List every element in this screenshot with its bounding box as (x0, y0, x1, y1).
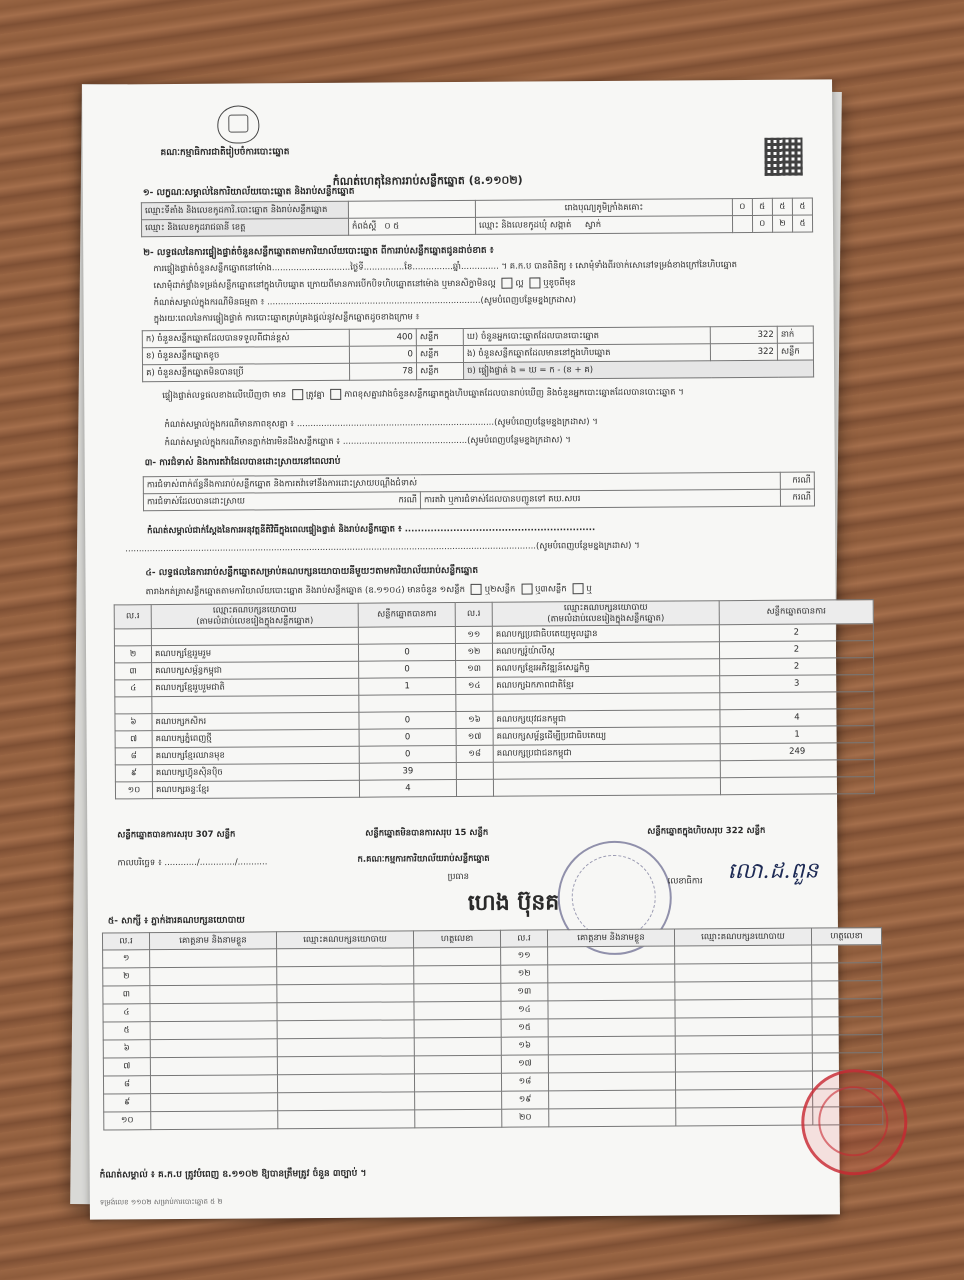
col-votes: សន្លឹកឆ្នោតបានការ (358, 603, 455, 628)
check-line: ផ្ទៀងផ្ទាត់លទ្ធផលខាងលើឃើញថា មាន ត្រូវគ្នា ភាពខុសគ្នារវាងចំនួនសន្លឹកឆ្នោតក្នុងហិបឆ្នោតដែលបានរាប់ឃើញ និងចំនួនអ្នកបោះឆ្នោតដែលបានបោះឆ្នោត ។ (162, 387, 684, 402)
party-name: គណបក្សកសិករ (152, 712, 359, 730)
witness-cell (414, 965, 501, 984)
party-name (493, 761, 720, 780)
unused-label: គ) ចំនួនសន្លឹកឆ្នោតមិនបានប្រើ (143, 363, 350, 381)
witness-cell (277, 1038, 414, 1057)
witness-no: ១០ (104, 1112, 151, 1130)
party-votes: 3 (720, 675, 874, 693)
witness-cell (150, 1003, 277, 1022)
witness-cell (414, 983, 501, 1002)
col-no: ល.រ (455, 602, 492, 627)
witness-no: ៨ (103, 1076, 150, 1094)
chair-name: ហេង ប៊ុនគ (467, 890, 560, 916)
party-name: គណបក្សខ្មែររួបរួមជាតិ (152, 678, 359, 696)
party-name: គណបក្សខ្មែរឈានមុខ (152, 746, 359, 764)
party-votes (720, 760, 874, 778)
procedure-remark-line: ........................................................................................................................................................(សូមបំពេញបន្ថែមខ្នងក្រដាស) ។ (125, 540, 640, 555)
party-no: ១៤ (456, 678, 493, 695)
unit: ករណី (780, 472, 814, 489)
witness-cell (278, 1110, 415, 1129)
secretary-label: លេខាធិការ (667, 876, 703, 887)
party-results-table (114, 599, 875, 800)
witness-cell (675, 981, 812, 1000)
witness-cell (675, 945, 812, 964)
received-label: ក) ចំនួនសន្លឹកឆ្នោតដែលបានទទួលពីជាន់ខ្ពស់ (142, 329, 349, 347)
witness-no: ៦ (103, 1040, 150, 1058)
witness-cell (676, 1089, 813, 1108)
party-no (456, 763, 493, 780)
witness-no: ២ (103, 968, 150, 986)
witness-cell (549, 1108, 676, 1127)
section2-line4: ក្នុងរយៈពេលនៃការផ្ទៀងផ្ទាត់ ការបោះឆ្នោតគ្រប់គ្រងផ្តល់នូវសន្លឹកឆ្នោតដូចខាងក្រោម ៖ (153, 312, 420, 325)
party-no: ១១ (455, 627, 492, 644)
party-votes: 0 (359, 746, 456, 764)
witness-no: ២០ (502, 1109, 549, 1127)
witness-cell (414, 1019, 501, 1038)
witness-cell (675, 999, 812, 1018)
witness-no: ១ (103, 950, 150, 968)
witness-cell (812, 963, 882, 981)
party-no: ១០ (115, 782, 152, 799)
witness-cell (548, 1018, 675, 1037)
witness-no: ៥ (103, 1022, 150, 1040)
party-no: ២ (114, 646, 151, 663)
section2-line3: កំណត់សម្គាល់ក្នុងករណីមិនធម្មតា ៖ ...............................................................................(សូមបំពេញបន្ថែមខ្នងក្រដាស) (153, 295, 577, 309)
witness-cell (549, 1090, 676, 1109)
party-name: គណបក្សប្រជាធិបតេយ្យមូលដ្ឋាន (492, 625, 719, 644)
org-name: គណៈកម្មាធិការជាតិរៀបចំការបោះឆ្នោត (160, 147, 290, 159)
table-row (143, 360, 814, 382)
witness-cell (415, 1109, 502, 1128)
footer-note: កំណត់សម្គាល់ ៖ គ.ក.ប ត្រូវបំពេញ ឧ.១១០២ ឱ្យបានត្រឹមត្រូវ ចំនួន ៣ច្បាប់ ។ (99, 1168, 367, 1181)
witness-no: ៧ (103, 1058, 150, 1076)
witness-cell (812, 1053, 882, 1071)
col-no: ល.រ (500, 930, 547, 947)
date-line: កាលបរិច្ឆេទ ៖ ............/............./........... (117, 857, 268, 869)
section2-heading: ២- លទ្ធផលនៃការផ្ទៀងផ្ទាត់ចំនួនសន្លឹកឆ្នោតតាមការិយាល័យបោះឆ្នោត ពីការរាប់សន្លឹកឆ្នោតជូនដាច់ខាត ៖ (143, 245, 494, 259)
col-name: គោត្តនាម និងនាមខ្លួន (547, 929, 674, 947)
committee-title: ក.គណៈកម្មការការិយាល័យរាប់សន្លឹកឆ្នោត (357, 853, 490, 865)
witness-table (102, 927, 883, 1130)
total-invalid: សន្លឹកឆ្នោតមិនបានការសរុប 15 សន្លឹក (365, 827, 489, 839)
secretary-signature: លោ.ដ.ពួន (727, 858, 819, 885)
note-agent: កំណត់សម្គាល់ក្នុងករណីមានភ្នាក់ងារមិនដឹងសន្លឹកឆ្នោត ៖ ..............................................(សូមបំពេញបន្ថែមខ្នងក្រដាស) ។ (164, 435, 571, 449)
location-value: រោងបុណ្យភូមិក្រាំងគគោះ (475, 199, 732, 218)
witness-cell (150, 985, 277, 1004)
witness-cell (277, 1074, 414, 1093)
code-digit: ០ (732, 198, 752, 215)
three-sheets-checkbox[interactable] (521, 584, 532, 595)
received-value: 400 (349, 329, 416, 346)
page-title: កំណត់ហេតុនៃការរាប់សន្លឹកឆ្នោត (ឧ.១១០២) (332, 173, 523, 188)
witness-no: ១៤ (501, 1001, 548, 1019)
procedure-remark: កំណត់សម្គាល់ជាក់ស្តែងនៃការអនុវត្តនីតិវិធីក្នុងពេលផ្ទៀងផ្ទាត់ និងរាប់សន្លឹកឆ្នោត ៖ ........................................................... (147, 523, 596, 537)
witness-cell (278, 1092, 415, 1111)
party-name (152, 695, 359, 713)
unit: សន្លឹក (416, 362, 463, 379)
witness-no: ៣ (103, 986, 150, 1004)
witness-no: ១២ (501, 965, 548, 983)
code-digit: ២ (772, 215, 793, 232)
witness-cell (675, 1053, 812, 1072)
forwarded-label: ការតវ៉ា ឬការជំទាស់ដែលបានបញ្ជូនទៅ គឃ.សបរ (420, 489, 780, 509)
witness-no: ១៦ (501, 1037, 548, 1055)
party-name: គណបក្សយុវជនកម្ពុជា (493, 710, 720, 729)
section2-line1: ការផ្ទៀងផ្ទាត់ចំនួនសន្លឹកឆ្នោតនៅម៉ោង.............................ថ្ងៃទី...............ខែ...............ឆ្នាំ.............. ។ គ.ក.ប បានពិនិត្យ ៖ សោមុំទាំងពីរចាក់សោនៅទម្រង់ខាងក្រៅនៃហិបឆ្នោត (153, 260, 737, 275)
witness-no: ១៧ (501, 1055, 548, 1073)
section5-heading: ៥- សាក្សី ៖ ភ្នាក់ងារគណបក្សនយោបាយ (107, 915, 245, 927)
witness-cell (277, 948, 414, 967)
col-party: ឈ្មោះគណបក្សនយោបាយ (674, 928, 811, 946)
witness-no: ១៨ (501, 1073, 548, 1091)
witness-cell (277, 984, 414, 1003)
nec-emblem-icon (217, 105, 259, 143)
party-no: ១២ (455, 644, 492, 661)
form-code: ទម្រង់លេខ ១១០២ សម្រាប់ការបោះឆ្នោត ៥ ២ (99, 1197, 223, 1207)
location-label: ឈ្មោះទីតាំង និងលេខកូដការិ.បោះឆ្នោត និងរាប់សន្លឹកឆ្នោត (141, 201, 348, 219)
code-digit: ៥ (752, 198, 772, 215)
witness-cell (548, 964, 675, 983)
note-difference: កំណត់សម្គាល់ក្នុងករណីមានភាពខុសគ្នា ៖ .........................................................................(សូមបំពេញបន្ថែមខ្នងក្រដាស) ។ (164, 417, 598, 431)
witness-cell (277, 966, 414, 985)
unit: នាក់ (777, 326, 813, 343)
ballot-count-table (142, 326, 814, 383)
witness-cell (277, 1020, 414, 1039)
party-votes (359, 695, 456, 713)
party-name: គណបក្សហ៊្វុនស៊ិនប៉ិច (152, 763, 359, 781)
witness-cell (150, 1075, 277, 1094)
col-party: ឈ្មោះគណបក្សនយោបាយ (276, 931, 413, 949)
party-votes: 39 (359, 763, 456, 781)
unused-value: 78 (349, 363, 416, 380)
witness-cell (548, 946, 675, 965)
party-votes: 2 (720, 658, 874, 676)
party-no (114, 629, 151, 646)
unit: ករណី (780, 489, 814, 506)
good-checkbox[interactable] (501, 278, 512, 289)
section1-table (141, 198, 813, 238)
province-label: ឈ្មោះ និងលេខកូដរាជធានី ខេត្ត (141, 218, 348, 236)
party-votes: 2 (719, 641, 873, 659)
unit: សន្លឹក (416, 328, 463, 345)
col-sign: ហត្ថលេខា (811, 928, 881, 945)
unit: សន្លឹក (777, 343, 813, 360)
witness-cell (150, 949, 277, 968)
two-sheets-checkbox[interactable] (471, 584, 482, 595)
party-votes: 4 (720, 709, 874, 727)
code-digit: ០ (752, 215, 772, 232)
spoiled-label: ខ) ចំនួនសន្លឹកឆ្នោតខូច (142, 346, 349, 364)
code-digit: ៥ (793, 215, 813, 232)
col-party: ឈ្មោះគណបក្សនយោបាយ (តាមលំដាប់លេខរៀងក្នុងសន្លឹកឆ្នោត) (492, 601, 719, 627)
party-no: ៨ (115, 748, 152, 765)
in-box-label: ង) ចំនួនសន្លឹកឆ្នោតដែលមាននៅក្នុងហិបឆ្នោត (463, 344, 710, 363)
party-no: ១៦ (456, 712, 493, 729)
party-no: ៩ (115, 765, 152, 782)
section4-intro: តារាងកត់ត្រាសន្លឹកឆ្នោតតាមការិយាល័យបោះឆ្នោត និងរាប់សន្លឹកឆ្នោត (ឧ.១១០៤) មានចំនួន ១សន្លឹក ឬ២សន្លឹក ឬ៣សន្លឹក ឬ (145, 584, 592, 598)
col-no: ល.រ (102, 933, 149, 950)
province-value: កំពង់ស្ពឺ ០ ៥ (348, 217, 475, 235)
red-seal-icon (801, 1069, 908, 1176)
witness-cell (414, 1055, 501, 1074)
witness-cell (415, 1091, 502, 1110)
witness-cell (150, 1057, 277, 1076)
witness-cell (150, 967, 277, 986)
witness-cell (548, 1000, 675, 1019)
party-no: ៦ (115, 714, 152, 731)
party-name: គណបក្សសម្ព័ន្ធដើម្បីប្រជាធិបតេយ្យ (493, 727, 720, 746)
witness-no: ១៣ (501, 983, 548, 1001)
party-votes: 0 (359, 729, 456, 747)
in-box-value: 322 (710, 343, 777, 360)
witness-cell (812, 981, 882, 999)
witness-cell (812, 999, 882, 1017)
complaints-label: ការជំទាស់ពាក់ព័ន្ធនឹងការរាប់សន្លឹកឆ្នោត និងការតវ៉ាទៅនឹងការដោះស្រាយបណ្តឹងជំទាស់ (143, 472, 780, 493)
qr-code-icon (764, 138, 802, 176)
spoiled-value: 0 (349, 346, 416, 363)
commune-label: ឈ្មោះ និងលេខកូដឃុំ សង្កាត់ ស្វាក់ (475, 216, 732, 235)
witness-cell (548, 1072, 675, 1091)
witness-no: ៩ (104, 1094, 151, 1112)
col-name: គោត្តនាម និងនាមខ្លួន (149, 932, 276, 950)
party-votes: 4 (359, 780, 456, 798)
section3-heading: ៣- ការជំទាស់ និងការតវ៉ាដែលបានដោះស្រាយនៅពេលរាប់ (144, 456, 341, 469)
party-votes (358, 627, 455, 645)
resolved-label: ការជំទាស់ដែលបានដោះស្រាយ ករណី (143, 492, 420, 511)
witness-cell (676, 1107, 813, 1126)
witness-cell (150, 1039, 277, 1058)
witness-cell (812, 945, 882, 963)
party-name: គណបក្សខ្មែរអភិវឌ្ឍន៍សេដ្ឋកិច្ច (493, 659, 720, 678)
section4-heading: ៤- លទ្ធផលនៃការរាប់សន្លឹកឆ្នោតសម្រាប់គណបក្សនយោបាយនីមួយៗតាមការិយាល័យរាប់សន្លឹកឆ្នោត (145, 565, 479, 579)
witness-cell (150, 1021, 277, 1040)
witness-cell (675, 1071, 812, 1090)
party-name: គណបក្សភ្នំពេញថ្មី (152, 729, 359, 747)
party-name (151, 627, 358, 645)
witness-cell (675, 1017, 812, 1036)
table-row (141, 215, 812, 237)
witness-cell (414, 1001, 501, 1020)
col-no: ល.រ (114, 605, 151, 630)
witness-cell (277, 1056, 414, 1075)
witness-cell (151, 1111, 278, 1130)
party-name: គណបក្សឆន្ទៈខ្មែរ (152, 780, 359, 798)
damaged-checkbox[interactable] (529, 277, 540, 288)
col-votes: សន្លឹកឆ្នោតបានការ (719, 600, 873, 625)
witness-no: ១៩ (502, 1091, 549, 1109)
party-no: ៣ (115, 663, 152, 680)
party-name: គណបក្សប្រជាជនកម្ពុជា (493, 744, 720, 763)
total-in-box: សន្លឹកឆ្នោតក្នុងហិបសរុប 322 សន្លឹក (647, 825, 766, 837)
code-digit: ៥ (792, 198, 812, 215)
witness-cell (812, 1035, 882, 1053)
party-name (493, 778, 720, 797)
voters-label: ឃ) ចំនួនអ្នកបោះឆ្នោតដែលបានបោះឆ្នោត (463, 327, 710, 346)
witness-cell (675, 963, 812, 982)
witness-cell (548, 1054, 675, 1073)
party-name: គណបក្សរ៉ូយ៉ាលីស្ត (492, 642, 719, 661)
witness-cell (548, 1036, 675, 1055)
party-votes: 0 (358, 644, 455, 662)
party-no (456, 780, 493, 797)
section1-heading: ១- លក្ខណៈសម្គាល់នៃការិយាល័យបោះឆ្នោត និងរាប់សន្លឹកឆ្នោត (142, 186, 355, 199)
other-sheets-checkbox[interactable] (572, 583, 583, 594)
form-document (82, 79, 863, 1219)
chair-title: ប្រធាន (447, 871, 470, 883)
difference-checkbox[interactable] (330, 389, 341, 400)
match-checkbox[interactable] (292, 389, 303, 400)
party-no: ១៨ (456, 746, 493, 763)
witness-cell (414, 1073, 501, 1092)
party-no (456, 695, 493, 712)
total-valid: សន្លឹកឆ្នោតបានការសរុប 307 សន្លឹក (117, 829, 236, 841)
col-party: ឈ្មោះគណបក្សនយោបាយ (តាមលំដាប់លេខរៀងក្នុងសន្លឹកឆ្នោត) (151, 603, 358, 629)
party-no: ១៣ (456, 661, 493, 678)
section2-line2: សោម៉ុំដាក់ផ្ទាំងទម្រង់សន្លឹកឆ្នោតនៅក្នុងហិបឆ្នោត ក្រោយពីមានការបើកបិទហិបឆ្នោតនៅម៉ោង ឬមានសិក្ខាមិនល្អ ល្អ ឬខូចពីមុន (153, 278, 576, 292)
code-digit: ៥ (772, 198, 793, 215)
party-votes: 0 (359, 661, 456, 679)
witness-cell (675, 1035, 812, 1054)
party-no: ៤ (115, 680, 152, 697)
witness-cell (151, 1093, 278, 1112)
party-votes (720, 777, 874, 795)
witness-no: ៤ (103, 1004, 150, 1022)
witness-cell (548, 982, 675, 1001)
party-votes: 249 (720, 743, 874, 761)
party-name (493, 693, 720, 712)
party-name: គណបក្សខ្មែររួមរួម (151, 644, 358, 662)
unit: សន្លឹក (416, 345, 463, 362)
formula-label: ច) ផ្ទៀងផ្ទាត់ ង = ឃ = ក - (ខ + គ) (463, 360, 813, 379)
table-row (143, 489, 814, 511)
witness-no: ១១ (501, 947, 548, 965)
party-no: ៧ (115, 731, 152, 748)
party-votes (720, 692, 874, 710)
party-votes: 1 (720, 726, 874, 744)
complaints-table (143, 472, 815, 512)
party-no: ១៧ (456, 729, 493, 746)
voters-value: 322 (710, 326, 777, 343)
col-sign: ហត្ថលេខា (413, 930, 500, 948)
party-name: គណបក្សឯកភាពជាតិខ្មែរ (493, 676, 720, 695)
party-votes: 0 (359, 712, 456, 730)
party-votes: 1 (359, 678, 456, 696)
party-votes: 2 (719, 624, 873, 642)
witness-cell (812, 1017, 882, 1035)
witness-no: ១៥ (501, 1019, 548, 1037)
party-no (115, 697, 152, 714)
party-name: គណបក្សសម្ព័ន្ធកម្ពុជា (152, 661, 359, 679)
witness-cell (414, 947, 501, 966)
witness-cell (414, 1037, 501, 1056)
witness-cell (277, 1002, 414, 1021)
